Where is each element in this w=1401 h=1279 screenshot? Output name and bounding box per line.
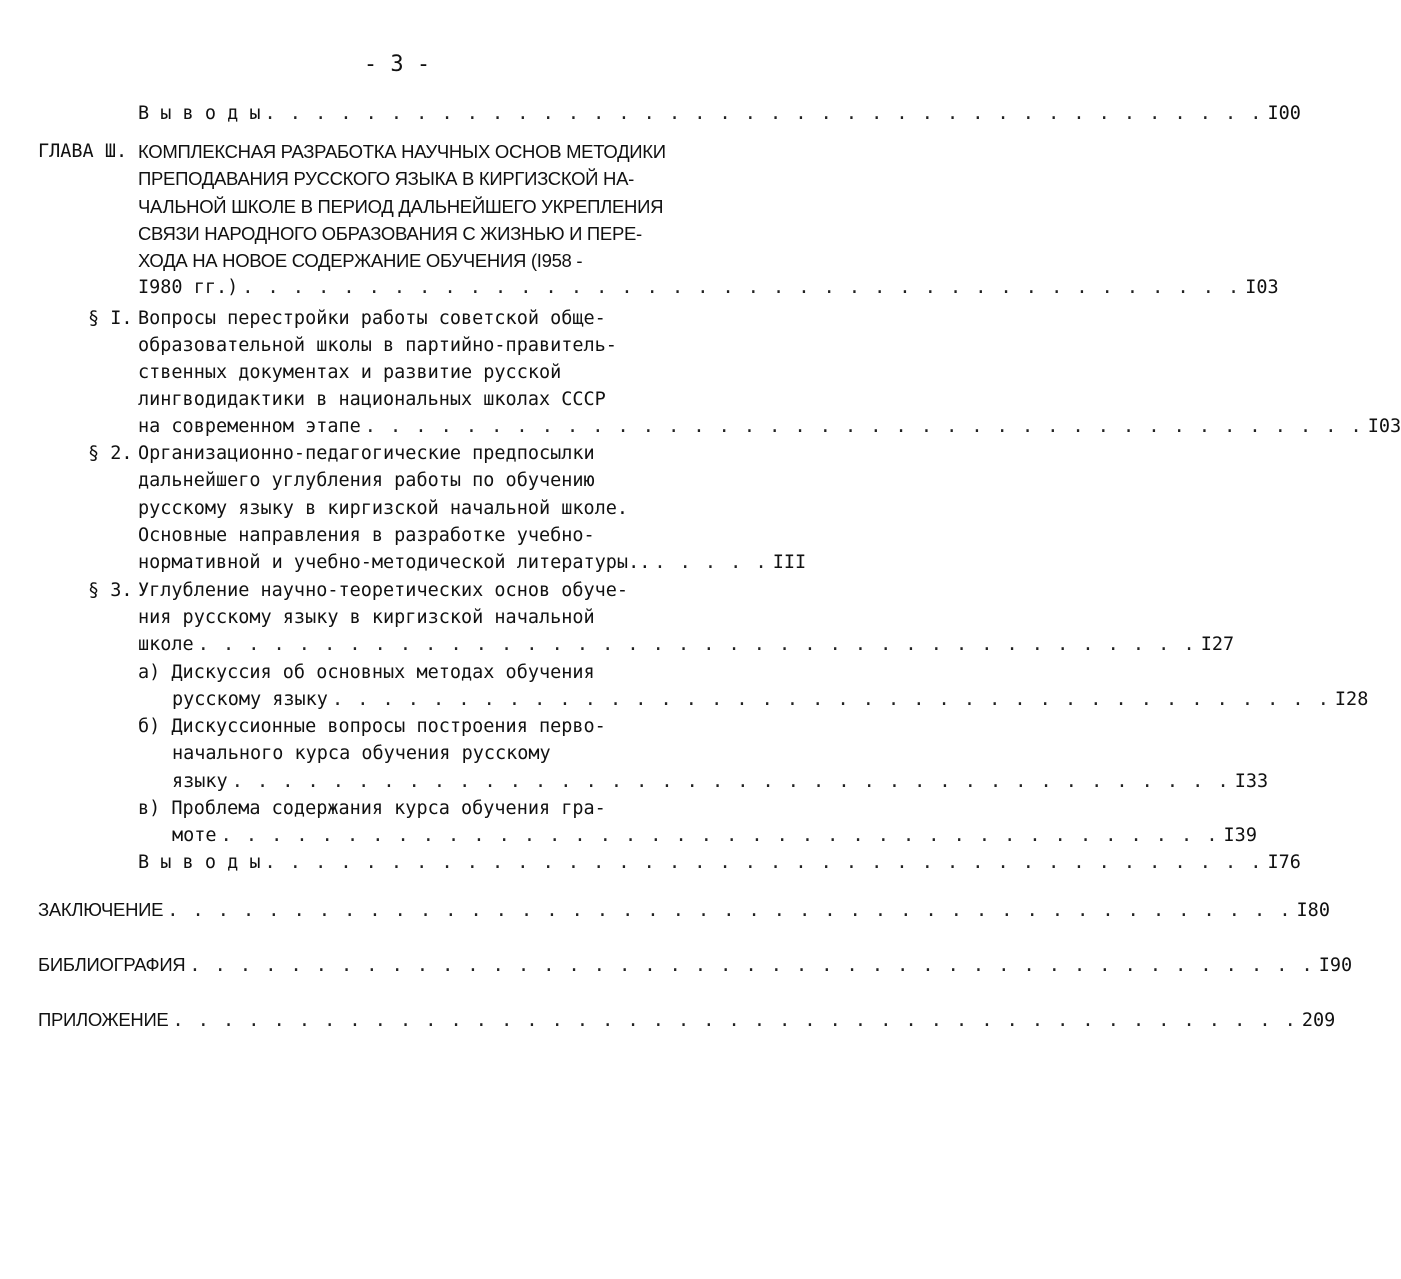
toc-entry-ch3-conclusions [138,849,1301,876]
chapter-title-line: ПРЕПОДАВАНИЯ РУССКОГО ЯЗЫКА В КИРГИЗСКОЙ НА- [138,168,634,189]
toc-entry-appendix [38,1006,1336,1033]
subsection-line: а) Дискуссия об основных методах обучения [138,662,595,683]
toc-page-number: I00 [1267,103,1301,124]
leader-dots: . . . . . . . . . . . . . . . . . . . . . . . . . . . . . . . . . . . . . . . . . . . . . [189,955,1315,976]
section-line: Организационно-педагогические предпосылки [138,443,595,464]
subsection-line: в) Проблема содержания курса обучения гра- [138,798,606,819]
section-line: Вопросы перестройки работы советской обще- [138,308,606,329]
section-marker: § 2. [88,443,133,464]
toc-entry-text: языку [172,771,228,792]
toc-entry-text: моте [172,825,217,846]
section-last-line [138,549,807,576]
subsection-line: б) Дискуссионные вопросы построения перво- [138,716,606,737]
toc-entry-text: школе [138,634,194,655]
toc-page-number: I33 [1234,771,1269,792]
section-marker: § I. [88,308,133,329]
toc-page-number: I28 [1334,689,1369,710]
leader-dots: . . . . . [654,552,769,573]
section-line: ния русскому языку в киргизской начальной [138,607,595,628]
toc-entry-bibliography [38,951,1353,978]
section-line: Основные направления в разработке учебно- [138,525,595,546]
toc-page-number: I90 [1318,955,1353,976]
chapter-title-line: КОМПЛЕКСНАЯ РАЗРАБОТКА НАУЧНЫХ ОСНОВ МЕТОДИКИ [138,141,666,162]
leader-dots: . . . . . . . . . . . . . . . . . . . . . . . . . . . . . . . . . . . . . . . . [331,689,1331,710]
subsection-last-line [172,822,1257,849]
toc-page-number: I03 [1367,416,1401,437]
toc-entry-text: русскому языку [172,689,328,710]
leader-dots: . . . . . . . . . . . . . . . . . . . . . . . . . . . . . . . . . . . . . . . . [231,771,1231,792]
toc-entry-text: на современном этапе [138,416,361,437]
leader-dots: . . . . . . . . . . . . . . . . . . . . . . . . . . . . . . . . . . . . . . . . [197,634,1197,655]
leader-dots: . . . . . . . . . . . . . . . . . . . . . . . . . . . . . . . . . . . . . . . . [264,103,1263,124]
toc-entry-text: В ы в о д ы [138,852,261,873]
toc-page-number: I27 [1200,634,1235,655]
leader-dots: . . . . . . . . . . . . . . . . . . . . . . . . . . . . . . . . . . . . . . . . [364,416,1364,437]
section-line: образовательной школы в партийно-правитель- [138,335,617,356]
chapter-title-line: СВЯЗИ НАРОДНОГО ОБРАЗОВАНИЯ С ЖИЗНЬЮ И ПЕРЕ- [138,223,642,244]
toc-page-number: 209 [1301,1010,1336,1031]
toc-page-number: I80 [1296,900,1330,921]
toc-entry-text: нормативной и учебно-методической литературы.. [138,552,651,573]
toc-page-number: III [772,552,807,573]
toc-page-number: I39 [1223,825,1257,846]
subsection-last-line [172,768,1269,795]
chapter-title-last-line [138,274,1279,301]
toc-entry-text: БИБЛИОГРАФИЯ [38,954,186,975]
section-line: Углубление научно-теоретических основ обуче- [138,580,629,601]
section-last-line [138,631,1235,658]
toc-entry-text: ПРИЛОЖЕНИЕ [38,1009,169,1030]
toc-entry-prev-conclusions [138,100,1301,127]
toc-entry-text: В ы в о д ы [138,103,261,124]
toc-entry-conclusion [38,896,1330,923]
leader-dots: . . . . . . . . . . . . . . . . . . . . . . . . . . . . . . . . . . . . . . . . [264,852,1263,873]
leader-dots: . . . . . . . . . . . . . . . . . . . . . . . . . . . . . . . . . . . . . . . . [220,825,1219,846]
section-last-line [138,413,1401,440]
page-number: - 3 - [363,52,431,77]
section-line: дальнейшего углубления работы по обучению [138,470,595,491]
leader-dots: . . . . . . . . . . . . . . . . . . . . . . . . . . . . . . . . . . . . . . . . . . . . . [167,900,1292,921]
toc-page-number: I03 [1245,277,1279,298]
section-line: лингводидактики в национальных школах СССР [138,389,606,410]
chapter-label: ГЛАВА Ш. [38,141,128,162]
toc-entry-text: I980 гг.) [138,277,239,298]
chapter-title-line: ЧАЛЬНОЙ ШКОЛЕ В ПЕРИОД ДАЛЬНЕЙШЕГО УКРЕПЛЕНИЯ [138,196,664,217]
section-line: русскому языку в киргизской начальной школе. [138,498,629,519]
chapter-title-line: ХОДА НА НОВОЕ СОДЕРЖАНИЕ ОБУЧЕНИЯ (I958 - [138,250,583,271]
subsection-last-line [172,686,1369,713]
toc-entry-text: ЗАКЛЮЧЕНИЕ [38,899,164,920]
leader-dots: . . . . . . . . . . . . . . . . . . . . . . . . . . . . . . . . . . . . . . . . [242,277,1241,298]
leader-dots: . . . . . . . . . . . . . . . . . . . . . . . . . . . . . . . . . . . . . . . . . . . . . [172,1010,1298,1031]
toc-page-number: I76 [1267,852,1301,873]
section-marker: § 3. [88,580,133,601]
subsection-line: начального курса обучения русскому [172,743,551,764]
section-line: ственных документах и развитие русской [138,362,562,383]
